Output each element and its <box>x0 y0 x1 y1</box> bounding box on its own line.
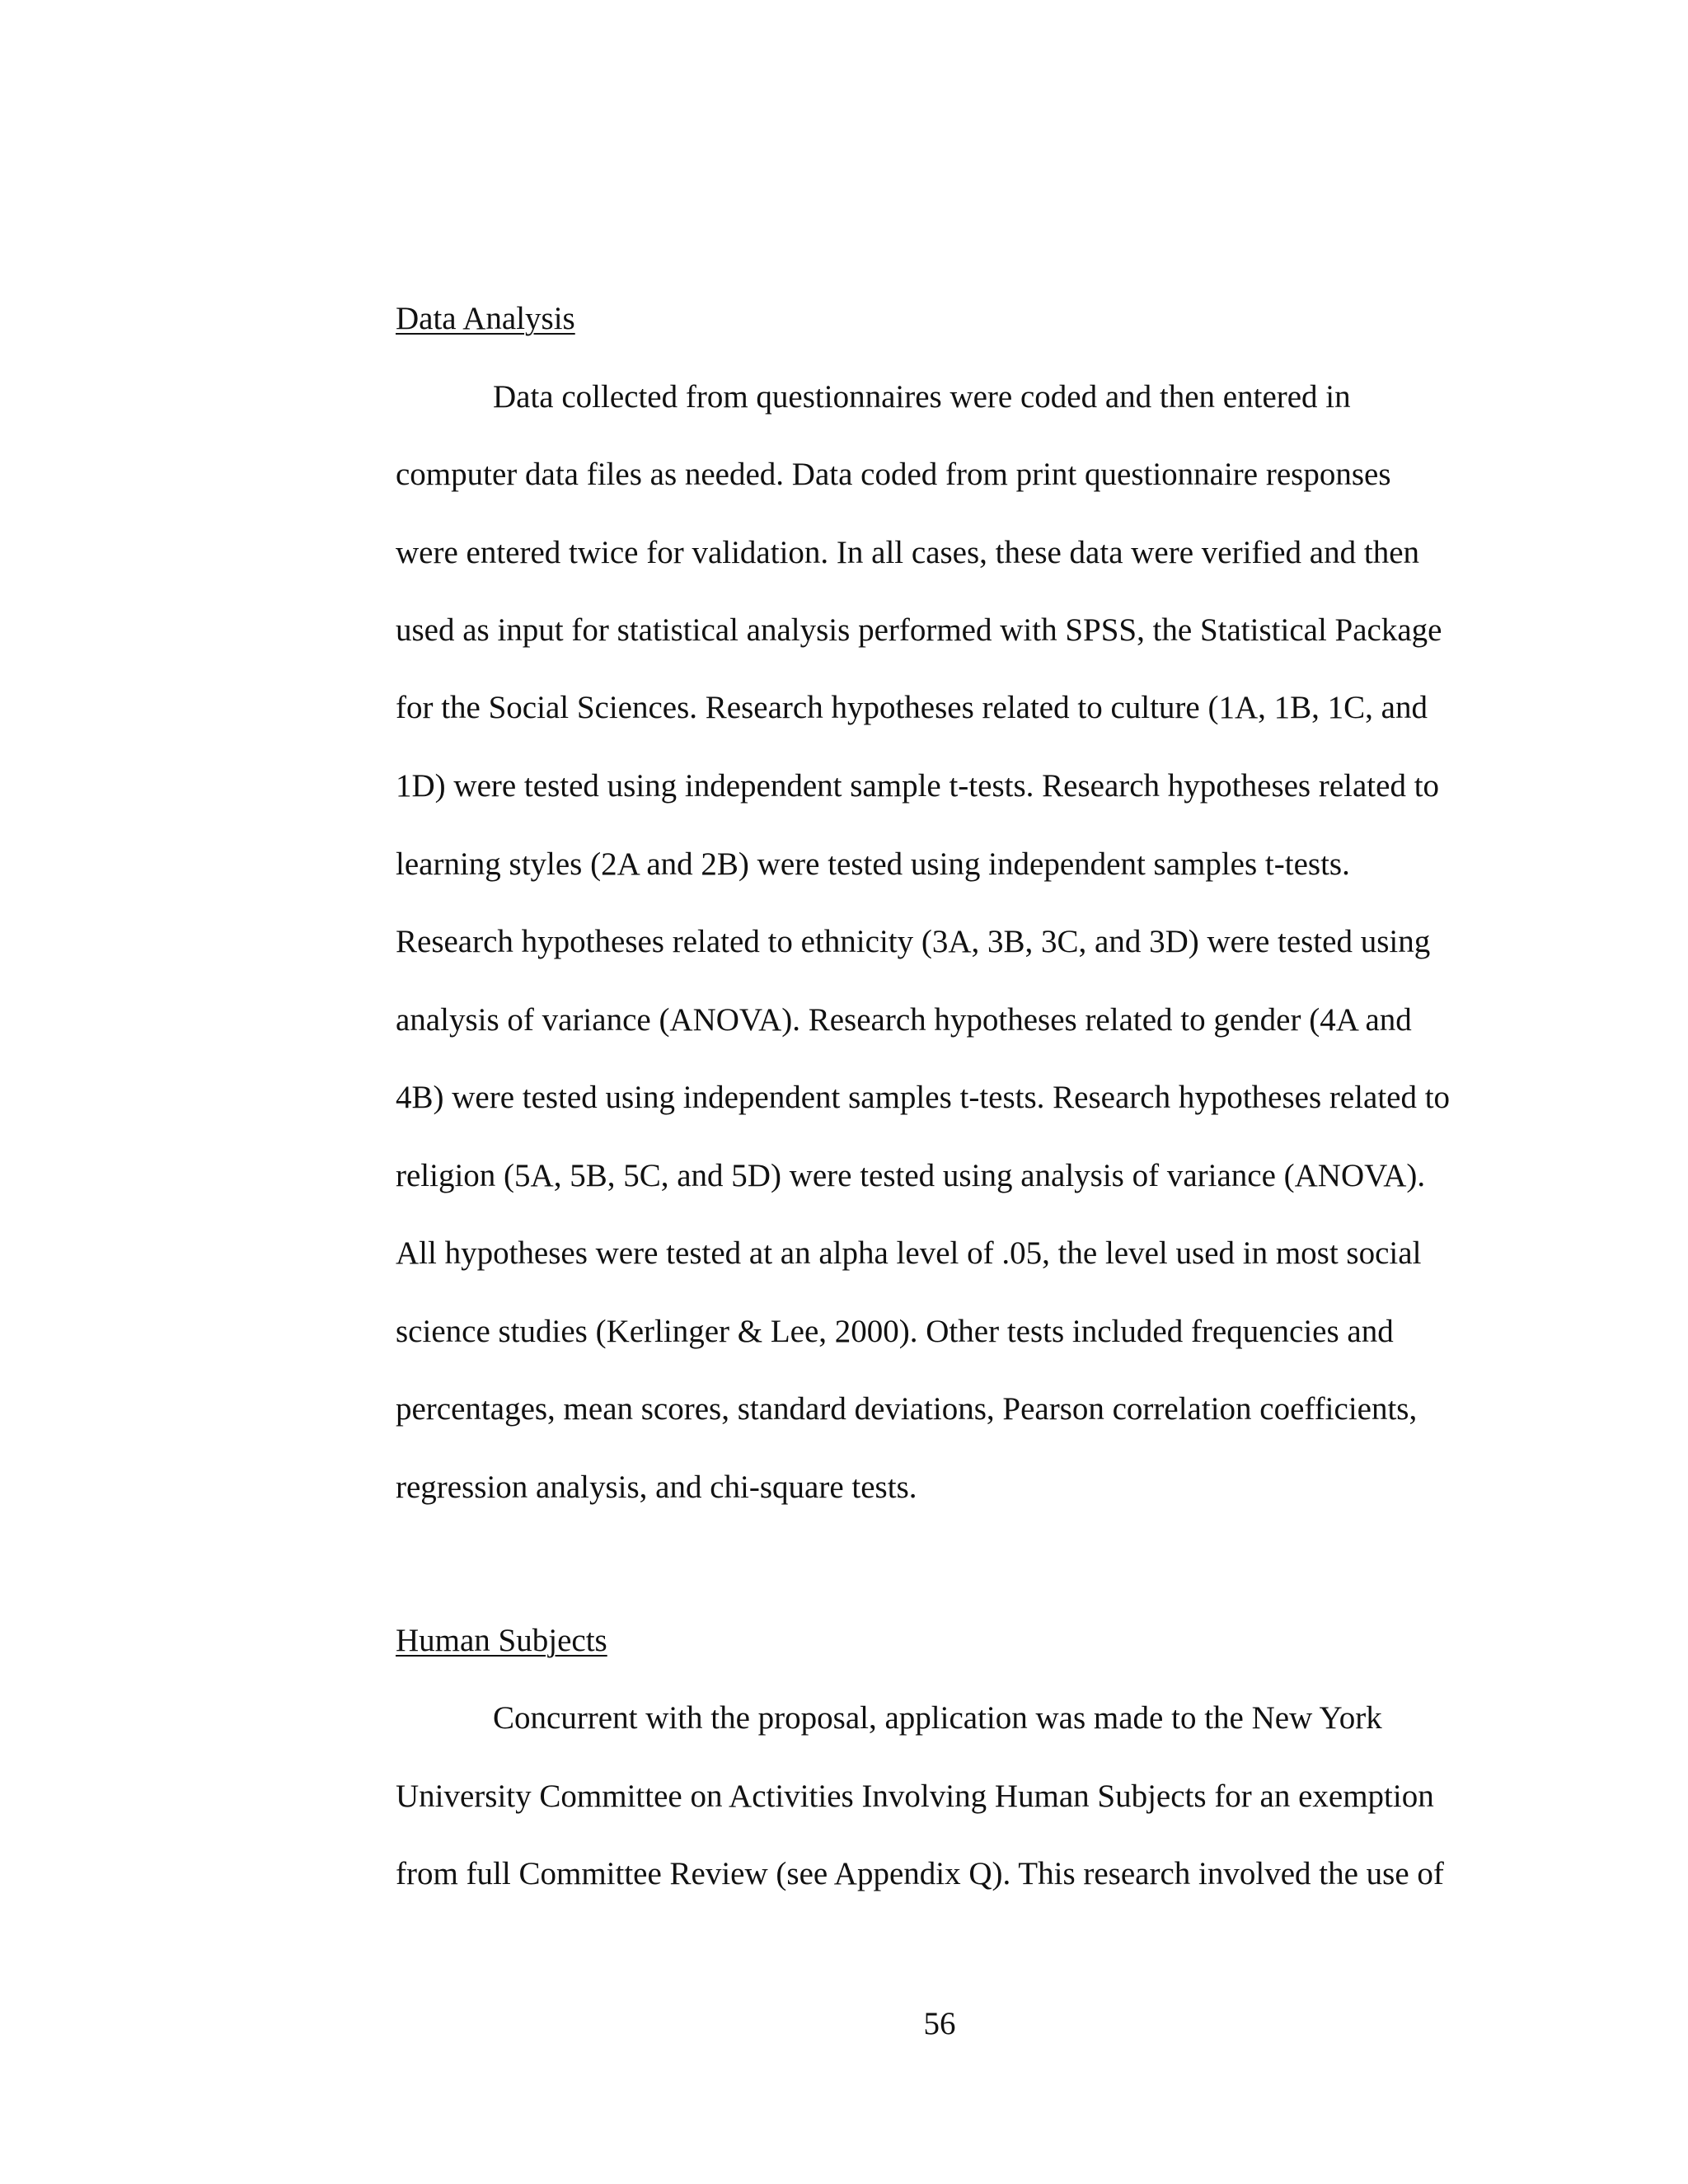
paragraph-line: 1D) were tested using independent sample t-tests. Research hypotheses related to <box>396 768 1440 804</box>
section-heading-data-analysis: Data Analysis <box>396 301 575 336</box>
paragraph-line: learning styles (2A and 2B) were tested using independent samples t-tests. <box>396 846 1350 882</box>
paragraph-line: were entered twice for validation. In all cases, these data were verified and then <box>396 535 1420 570</box>
paragraph-line: Data collected from questionnaires were coded and then entered in <box>493 379 1351 415</box>
paragraph-line: percentages, mean scores, standard deviations, Pearson correlation coefficients, <box>396 1391 1418 1427</box>
paragraph-line: religion (5A, 5B, 5C, and 5D) were tested using analysis of variance (ANOVA). <box>396 1158 1426 1193</box>
paragraph-line: All hypotheses were tested at an alpha level of .05, the level used in most social <box>396 1235 1422 1271</box>
paragraph-line: for the Social Sciences. Research hypotheses related to culture (1A, 1B, 1C, and <box>396 690 1428 725</box>
paragraph-line: computer data files as needed. Data coded from print questionnaire responses <box>396 457 1391 492</box>
page-number: 56 <box>923 2006 956 2041</box>
paragraph-line: from full Committee Review (see Appendix Q). This research involved the use of <box>396 1856 1444 1891</box>
paragraph-line: regression analysis, and chi-square tests. <box>396 1469 917 1505</box>
paragraph-line: 4B) were tested using independent samples t-tests. Research hypotheses related to <box>396 1080 1451 1115</box>
paragraph-line: University Committee on Activities Involving Human Subjects for an exemption <box>396 1779 1434 1814</box>
paragraph-line: analysis of variance (ANOVA). Research hypotheses related to gender (4A and <box>396 1002 1412 1038</box>
paragraph-line: used as input for statistical analysis performed with SPSS, the Statistical Package <box>396 612 1442 648</box>
paragraph-line: science studies (Kerlinger & Lee, 2000). Other tests included frequencies and <box>396 1314 1394 1349</box>
paragraph-line: Concurrent with the proposal, application was made to the New York <box>493 1700 1382 1736</box>
section-heading-human-subjects: Human Subjects <box>396 1623 607 1658</box>
paragraph-line: Research hypotheses related to ethnicity (3A, 3B, 3C, and 3D) were tested using <box>396 924 1431 959</box>
